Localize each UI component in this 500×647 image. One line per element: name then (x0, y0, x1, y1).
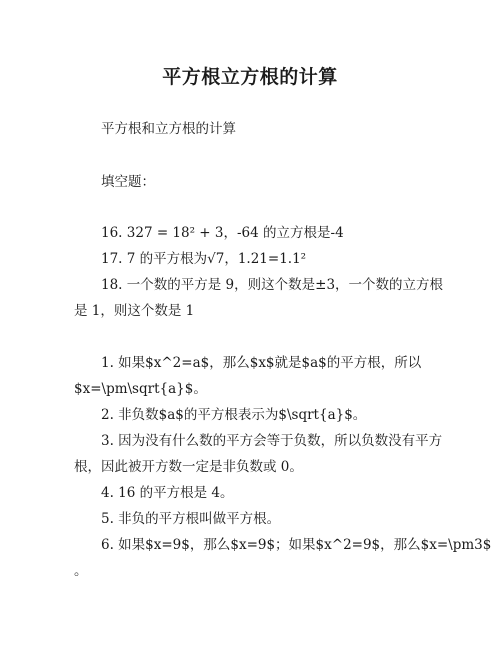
text-line: 17. 7 的平方根为√7，1.21=1.1² (101, 251, 307, 267)
text-line: 。 (74, 563, 88, 579)
text-line: 是 1，则这个数是 1 (74, 303, 195, 319)
text-line: 3. 因为没有什么数的平方会等于负数，所以负数没有平方 (101, 433, 443, 449)
document-title: 平方根立方根的计算 (162, 66, 338, 88)
section-label: 填空题： (101, 174, 155, 190)
text-line: 1. 如果$x^2=a$，那么$x$就是$a$的平方根，所以 (101, 355, 422, 371)
text-line: 16. 327 = 18² + 3，-64 的立方根是-4 (101, 225, 344, 241)
text-line: 6. 如果$x=9$，那么$x=9$；如果$x^2=9$，那么$x=\pm3$ (101, 537, 492, 553)
document-subtitle: 平方根和立方根的计算 (101, 121, 236, 137)
text-line: $x=\pm\sqrt{a}$。 (74, 381, 207, 397)
text-line: 18. 一个数的平方是 9，则这个数是±3，一个数的立方根 (101, 277, 444, 293)
text-line: 根，因此被开方数一定是非负数或 0。 (74, 459, 303, 475)
text-line: 5. 非负的平方根叫做平方根。 (101, 511, 281, 527)
text-line: 2. 非负数$a$的平方根表示为$\sqrt{a}$。 (101, 407, 367, 423)
text-line: 4. 16 的平方根是 4。 (101, 485, 234, 501)
